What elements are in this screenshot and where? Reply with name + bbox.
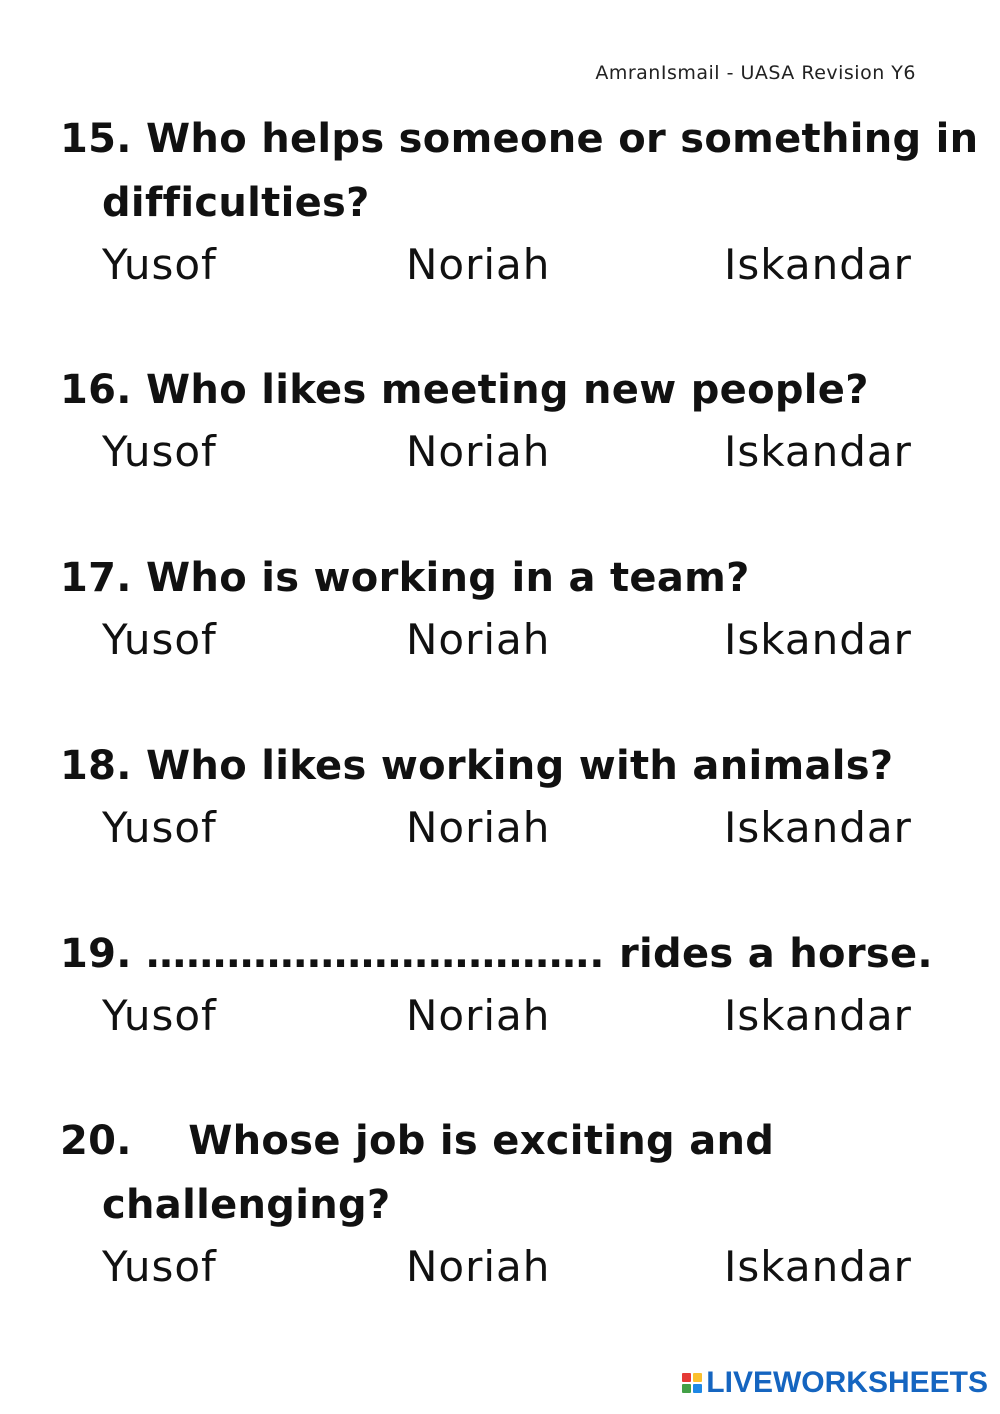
option-yusof[interactable]: Yusof: [102, 240, 217, 289]
question-text: Who likes meeting new people?: [146, 367, 869, 413]
option-iskandar[interactable]: Iskandar: [724, 240, 912, 289]
option-iskandar[interactable]: Iskandar: [724, 1242, 912, 1291]
question-text: Who is working in a team?: [146, 555, 750, 601]
option-iskandar[interactable]: Iskandar: [724, 615, 912, 664]
question-text-continued: challenging?: [102, 1182, 391, 1228]
option-noriah[interactable]: Noriah: [406, 240, 551, 289]
question-prompt: [60, 922, 940, 986]
answer-options: [60, 1237, 940, 1303]
question-20: [60, 1109, 940, 1303]
question-text: ……………………………. rides a horse.: [146, 931, 933, 977]
question-16: [60, 358, 940, 488]
question-text-continued: difficulties?: [102, 180, 370, 226]
option-iskandar[interactable]: Iskandar: [724, 803, 912, 852]
option-noriah[interactable]: Noriah: [406, 803, 551, 852]
answer-options: [60, 986, 940, 1052]
question-text: Whose job is exciting and: [188, 1118, 775, 1164]
question-prompt: [60, 1109, 940, 1173]
option-yusof[interactable]: Yusof: [102, 1242, 217, 1291]
option-noriah[interactable]: Noriah: [406, 615, 551, 664]
answer-options: [60, 798, 940, 864]
answer-options: [60, 610, 940, 676]
question-number: 16.: [60, 367, 132, 413]
question-prompt: [60, 358, 940, 422]
option-yusof[interactable]: Yusof: [102, 803, 217, 852]
option-iskandar[interactable]: Iskandar: [724, 427, 912, 476]
logo-square-icon: [682, 1373, 691, 1382]
option-noriah[interactable]: Noriah: [406, 1242, 551, 1291]
question-text: Who helps someone or something in: [146, 116, 979, 162]
option-yusof[interactable]: Yusof: [102, 991, 217, 1040]
question-number: 20.: [60, 1118, 132, 1164]
question-prompt: [60, 734, 940, 798]
question-19: [60, 922, 940, 1052]
option-noriah[interactable]: Noriah: [406, 427, 551, 476]
answer-options: [60, 422, 940, 488]
option-yusof[interactable]: Yusof: [102, 615, 217, 664]
question-text: Who likes working with animals?: [146, 743, 894, 789]
question-17: [60, 546, 940, 676]
question-18: [60, 734, 940, 864]
question-prompt: [60, 107, 979, 171]
liveworksheets-logo[interactable]: [682, 1366, 988, 1400]
answer-options: [60, 235, 940, 301]
question-number: 18.: [60, 743, 132, 789]
header-credit: AmranIsmail - UASA Revision Y6: [595, 62, 916, 84]
logo-square-icon: [682, 1384, 691, 1393]
logo-square-icon: [693, 1373, 702, 1382]
question-number: 15.: [60, 116, 132, 162]
option-iskandar[interactable]: Iskandar: [724, 991, 912, 1040]
question-prompt: [60, 546, 940, 610]
option-yusof[interactable]: Yusof: [102, 427, 217, 476]
liveworksheets-logo-text: LIVEWORKSHEETS: [706, 1366, 988, 1399]
logo-square-icon: [693, 1384, 702, 1393]
question-number: 17.: [60, 555, 132, 601]
liveworksheets-logo-icon: [682, 1373, 702, 1393]
question-number: 19.: [60, 931, 132, 977]
option-noriah[interactable]: Noriah: [406, 991, 551, 1040]
question-15: [60, 107, 979, 301]
